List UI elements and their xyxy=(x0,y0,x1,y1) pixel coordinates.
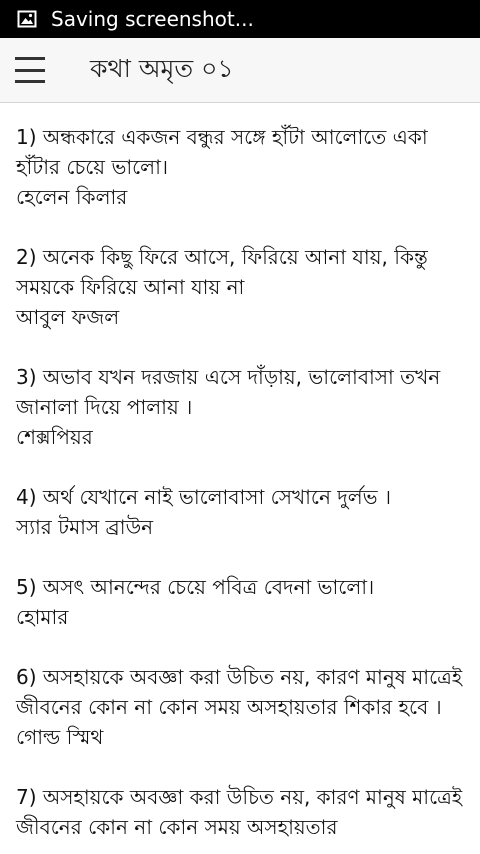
quote-text: 7) অসহায়কে অবজ্ঞা করা উচিত নয়, কারণ মানুষ মাত্রেই জীবনের কোন না কোন সময় অসহায়তার xyxy=(16,785,463,839)
quote-item xyxy=(16,362,463,452)
hamburger-menu-icon[interactable] xyxy=(15,57,47,83)
quote-item xyxy=(16,572,463,632)
quote-text: 6) অসহায়কে অবজ্ঞা করা উচিত নয়, কারণ মানুষ মাত্রেই জীবনের কোন না কোন সময় অসহায়তার শিকার হবে । xyxy=(16,665,463,719)
quote-text: 5) অসৎ আনন্দের চেয়ে পবিত্র বেদনা ভালো। xyxy=(16,575,375,599)
quote-author: হোমার xyxy=(16,605,69,629)
quote-item xyxy=(16,242,463,332)
page-title: কথা অমৃত ০১ xyxy=(90,53,234,83)
quote-text: 3) অভাব যখন দরজায় এসে দাঁড়ায়, ভালোবাসা তখন জানালা দিয়ে পালায় । xyxy=(16,365,441,419)
image-icon xyxy=(17,9,37,29)
quote-item xyxy=(16,782,463,842)
quote-text: 1) অন্ধকারে একজন বন্ধুর সঙ্গে হাঁটা আলোতে একা হাঁটার চেয়ে ভালো। xyxy=(16,125,428,179)
quote-item xyxy=(16,662,463,752)
status-notification-text: Saving screenshot... xyxy=(51,7,254,31)
quote-author: হেলেন কিলার xyxy=(16,185,128,209)
quote-author: গোল্ড স্মিথ xyxy=(16,725,104,749)
quote-author: আবুল ফজল xyxy=(16,305,120,329)
quote-item xyxy=(16,482,463,542)
quote-author: শেক্সপিয়র xyxy=(16,425,93,449)
app-bar xyxy=(0,38,480,103)
quote-text: 2) অনেক কিছু ফিরে আসে, ফিরিয়ে আনা যায়, কিন্তু সময়কে ফিরিয়ে আনা যায় না xyxy=(16,245,428,299)
quote-item xyxy=(16,122,463,212)
quote-list[interactable] xyxy=(0,103,480,854)
quote-author: স্যার টমাস ব্রাউন xyxy=(16,515,154,539)
status-bar xyxy=(0,0,480,38)
quote-text: 4) অর্থ যেখানে নাই ভালোবাসা সেখানে দুর্লভ । xyxy=(16,485,392,509)
